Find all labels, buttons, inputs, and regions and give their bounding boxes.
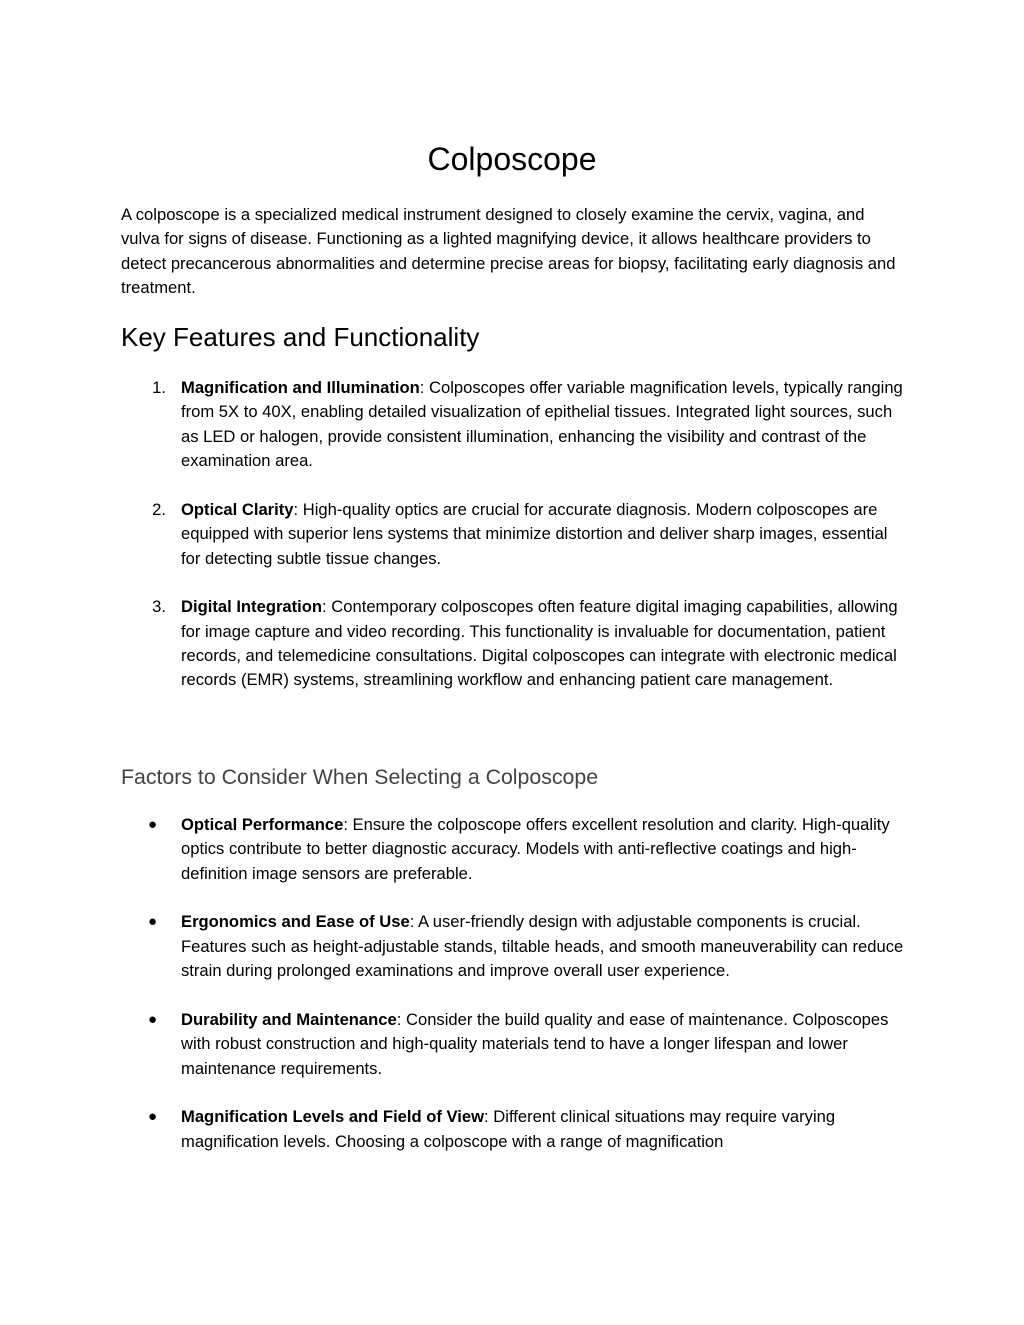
list-item <box>121 813 911 886</box>
item-text: : Colposcopes offer variable magnification levels, typically ranging from 5X to 40X, enabling detailed visualization of epithelial tissues. Integrated light sources, such as LED or halogen, provide consistent illumination, enhancing the visibility and contrast of the examination area. <box>181 378 903 471</box>
item-text: : High-quality optics are crucial for accurate diagnosis. Modern colposcopes are equipped with superior lens systems that minimize distortion and deliver sharp images, essential for detecting subtle tissue changes. <box>181 499 888 568</box>
item-term: Magnification and Illumination <box>181 378 420 397</box>
item-term: Optical Clarity <box>181 499 294 519</box>
list-item <box>121 1008 911 1081</box>
bullet-icon: ● <box>148 1108 158 1126</box>
list-number: 3. <box>152 597 166 617</box>
item-text: : A user-friendly design with adjustable components is crucial. Features such as height-adjustable stands, tiltable heads, and smooth maneuverability can reduce strain during prolonged examinations and improve overall user experience. <box>181 912 904 981</box>
key-features-list <box>121 376 911 717</box>
item-term: Magnification Levels and Field of View <box>181 1107 485 1127</box>
list-number: 1. <box>152 378 166 397</box>
item-text: : Ensure the colposcope offers excellent resolution and clarity. High-quality optics contribute to better diagnostic accuracy. Models with anti-reflective coatings and high-definition image sensors are preferable. <box>181 815 890 883</box>
document-title: Colposcope <box>427 141 597 177</box>
section-heading-key-features: Key Features and Functionality <box>121 322 480 352</box>
list-item <box>121 1105 911 1154</box>
list-number: 2. <box>152 499 166 519</box>
list-item <box>121 498 911 571</box>
list-item <box>121 910 911 983</box>
bullet-icon: ● <box>148 816 158 833</box>
factors-list <box>121 813 911 1178</box>
item-term: Digital Integration <box>181 597 323 617</box>
item-term: Optical Performance <box>181 815 344 834</box>
item-text: : Consider the build quality and ease of maintenance. Colposcopes with robust construction and high-quality materials tend to have a longer lifespan and lower maintenance requirements. <box>181 1009 889 1078</box>
intro-paragraph: A colposcope is a specialized medical instrument designed to closely examine the cervix, vagina, and vulva for signs of disease. Functioning as a lighted magnifying device, it allows healthcare providers to detect precancerous abnormalities and determine precise areas for biopsy, facilitating early diagnosis and treatment. <box>121 205 896 298</box>
bullet-icon: ● <box>148 913 158 931</box>
item-term: Ergonomics and Ease of Use <box>181 912 410 932</box>
bullet-icon: ● <box>148 1010 158 1028</box>
section-heading-factors: Factors to Consider When Selecting a Colposcope <box>121 765 599 789</box>
list-item <box>121 376 911 474</box>
item-text: : Contemporary colposcopes often feature digital imaging capabilities, allowing for image capture and video recording. This functionality is invaluable for documentation, patient records, and telemedicine consultations. Digital colposcopes can integrate with electronic medical records (EMR) systems, streamlining workflow and enhancing patient care management. <box>181 597 898 690</box>
item-term: Durability and Maintenance <box>181 1009 397 1029</box>
list-item <box>121 595 911 693</box>
item-text: : Different clinical situations may require varying magnification levels. Choosing a colposcope with a range of magnification <box>181 1107 836 1151</box>
